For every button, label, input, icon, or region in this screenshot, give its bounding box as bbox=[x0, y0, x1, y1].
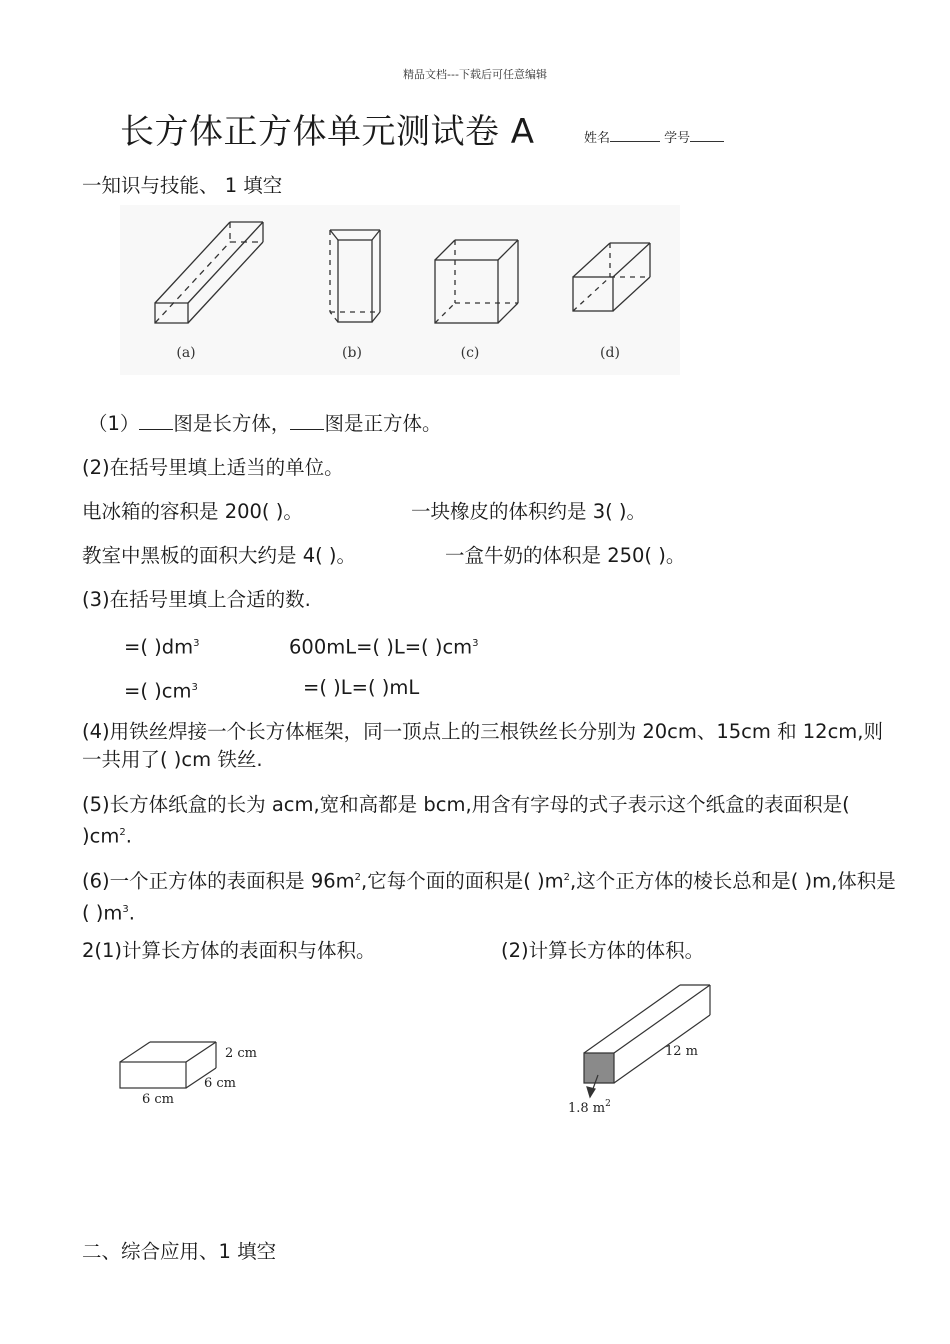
figure-label-b: (b) bbox=[342, 345, 362, 361]
cuboids-figure bbox=[120, 205, 680, 375]
q5-text-b: . bbox=[125, 824, 132, 848]
question-1 bbox=[88, 410, 441, 438]
q6-t2: ,它每个面的面积是( )m bbox=[361, 869, 564, 893]
q3-row1-b bbox=[289, 630, 479, 662]
question-6 bbox=[82, 864, 902, 927]
length-12m-label: 12 m bbox=[665, 1044, 699, 1059]
q6-t4: . bbox=[128, 901, 135, 924]
q1-blank-cuboid[interactable] bbox=[139, 411, 173, 430]
question-4: (4)用铁丝焊接一个长方体框架，同一顶点上的三根铁丝长分别为 20cm、15cm 和 12cm,则一共用了( )cm 铁丝. bbox=[82, 720, 884, 771]
part2-q2: (2)计算长方体的体积。 bbox=[501, 939, 705, 962]
q3-row2-a-text: =( )cm bbox=[124, 679, 192, 703]
q2-line2-b: 一盒牛奶的体积是 250( )。 bbox=[445, 544, 686, 567]
q1-suffix: 图是正方体。 bbox=[324, 412, 442, 435]
q1-blank-cube[interactable] bbox=[290, 411, 324, 430]
figure-label-c: (c) bbox=[460, 345, 480, 361]
section1-heading: 一知识与技能、 1 填空 bbox=[82, 174, 283, 197]
page-title: 长方体正方体单元测试卷 A bbox=[120, 112, 535, 152]
q1-prefix: （1） bbox=[88, 412, 140, 435]
q3-heading: (3)在括号里填上合适的数. bbox=[82, 588, 311, 611]
q2-line2-a: 教室中黑板的面积大约是 4( )。 bbox=[82, 544, 357, 567]
q2-line1-a: 电冰箱的容积是 200( )。 bbox=[82, 500, 303, 523]
q2-heading: (2)在括号里填上适当的单位。 bbox=[82, 456, 344, 479]
area-sup: 2 bbox=[605, 1099, 611, 1109]
q3-row2-b: =( )L=( )mL bbox=[303, 676, 420, 699]
name-label: 姓名 bbox=[584, 131, 611, 146]
length-label: 6 cm bbox=[142, 1092, 175, 1107]
q2-line1-b: 一块橡皮的体积约是 3( )。 bbox=[411, 500, 647, 523]
q3-row2-a bbox=[124, 674, 198, 706]
q1-mid: 图是长方体， bbox=[173, 412, 291, 435]
q5-sup: 2 bbox=[119, 827, 126, 838]
question-5 bbox=[82, 791, 902, 851]
q3-row1-a bbox=[124, 630, 200, 662]
width-label: 6 cm bbox=[204, 1076, 237, 1091]
q3-row1-b-sup: 3 bbox=[472, 638, 479, 649]
student-info bbox=[584, 127, 724, 146]
q3-row1-a-sup: 3 bbox=[193, 638, 200, 649]
section2-heading: 二、综合应用、1 填空 bbox=[82, 1240, 277, 1263]
q3-row2-a-sup: 3 bbox=[191, 682, 198, 693]
q6-s2: 2 bbox=[563, 872, 570, 883]
q6-t3: ,这个正方体的棱长总和是( )m,体积是( )m bbox=[82, 869, 896, 924]
figure-label-d: (d) bbox=[600, 345, 620, 361]
number-blank[interactable] bbox=[690, 129, 724, 142]
area-label bbox=[568, 1099, 611, 1116]
q5-text-a: (5)长方体纸盒的长为 acm,宽和高都是 bcm,用含有字母的式子表示这个纸盒的表面积是( )cm bbox=[82, 793, 850, 848]
cuboid-surface-figure bbox=[110, 1025, 280, 1110]
q6-s1: 2 bbox=[354, 872, 362, 883]
header-note: 精品文档---下载后可任意编辑 bbox=[403, 68, 547, 81]
q3-row1-a-text: =( )dm bbox=[124, 635, 194, 659]
prism-volume-figure bbox=[560, 975, 730, 1120]
q3-row1-b-text: 600mL=( )L=( )cm bbox=[289, 635, 473, 659]
height-label: 2 cm bbox=[225, 1046, 258, 1061]
q6-t1: (6)一个正方体的表面积是 96m bbox=[82, 869, 355, 893]
number-label: 学号 bbox=[664, 131, 691, 146]
part2-q1: 2(1)计算长方体的表面积与体积。 bbox=[82, 939, 376, 962]
area-value: 1.8 m bbox=[568, 1101, 606, 1116]
name-blank[interactable] bbox=[610, 129, 660, 142]
q6-s3: 3 bbox=[122, 903, 129, 915]
figure-label-a: (a) bbox=[176, 345, 196, 361]
